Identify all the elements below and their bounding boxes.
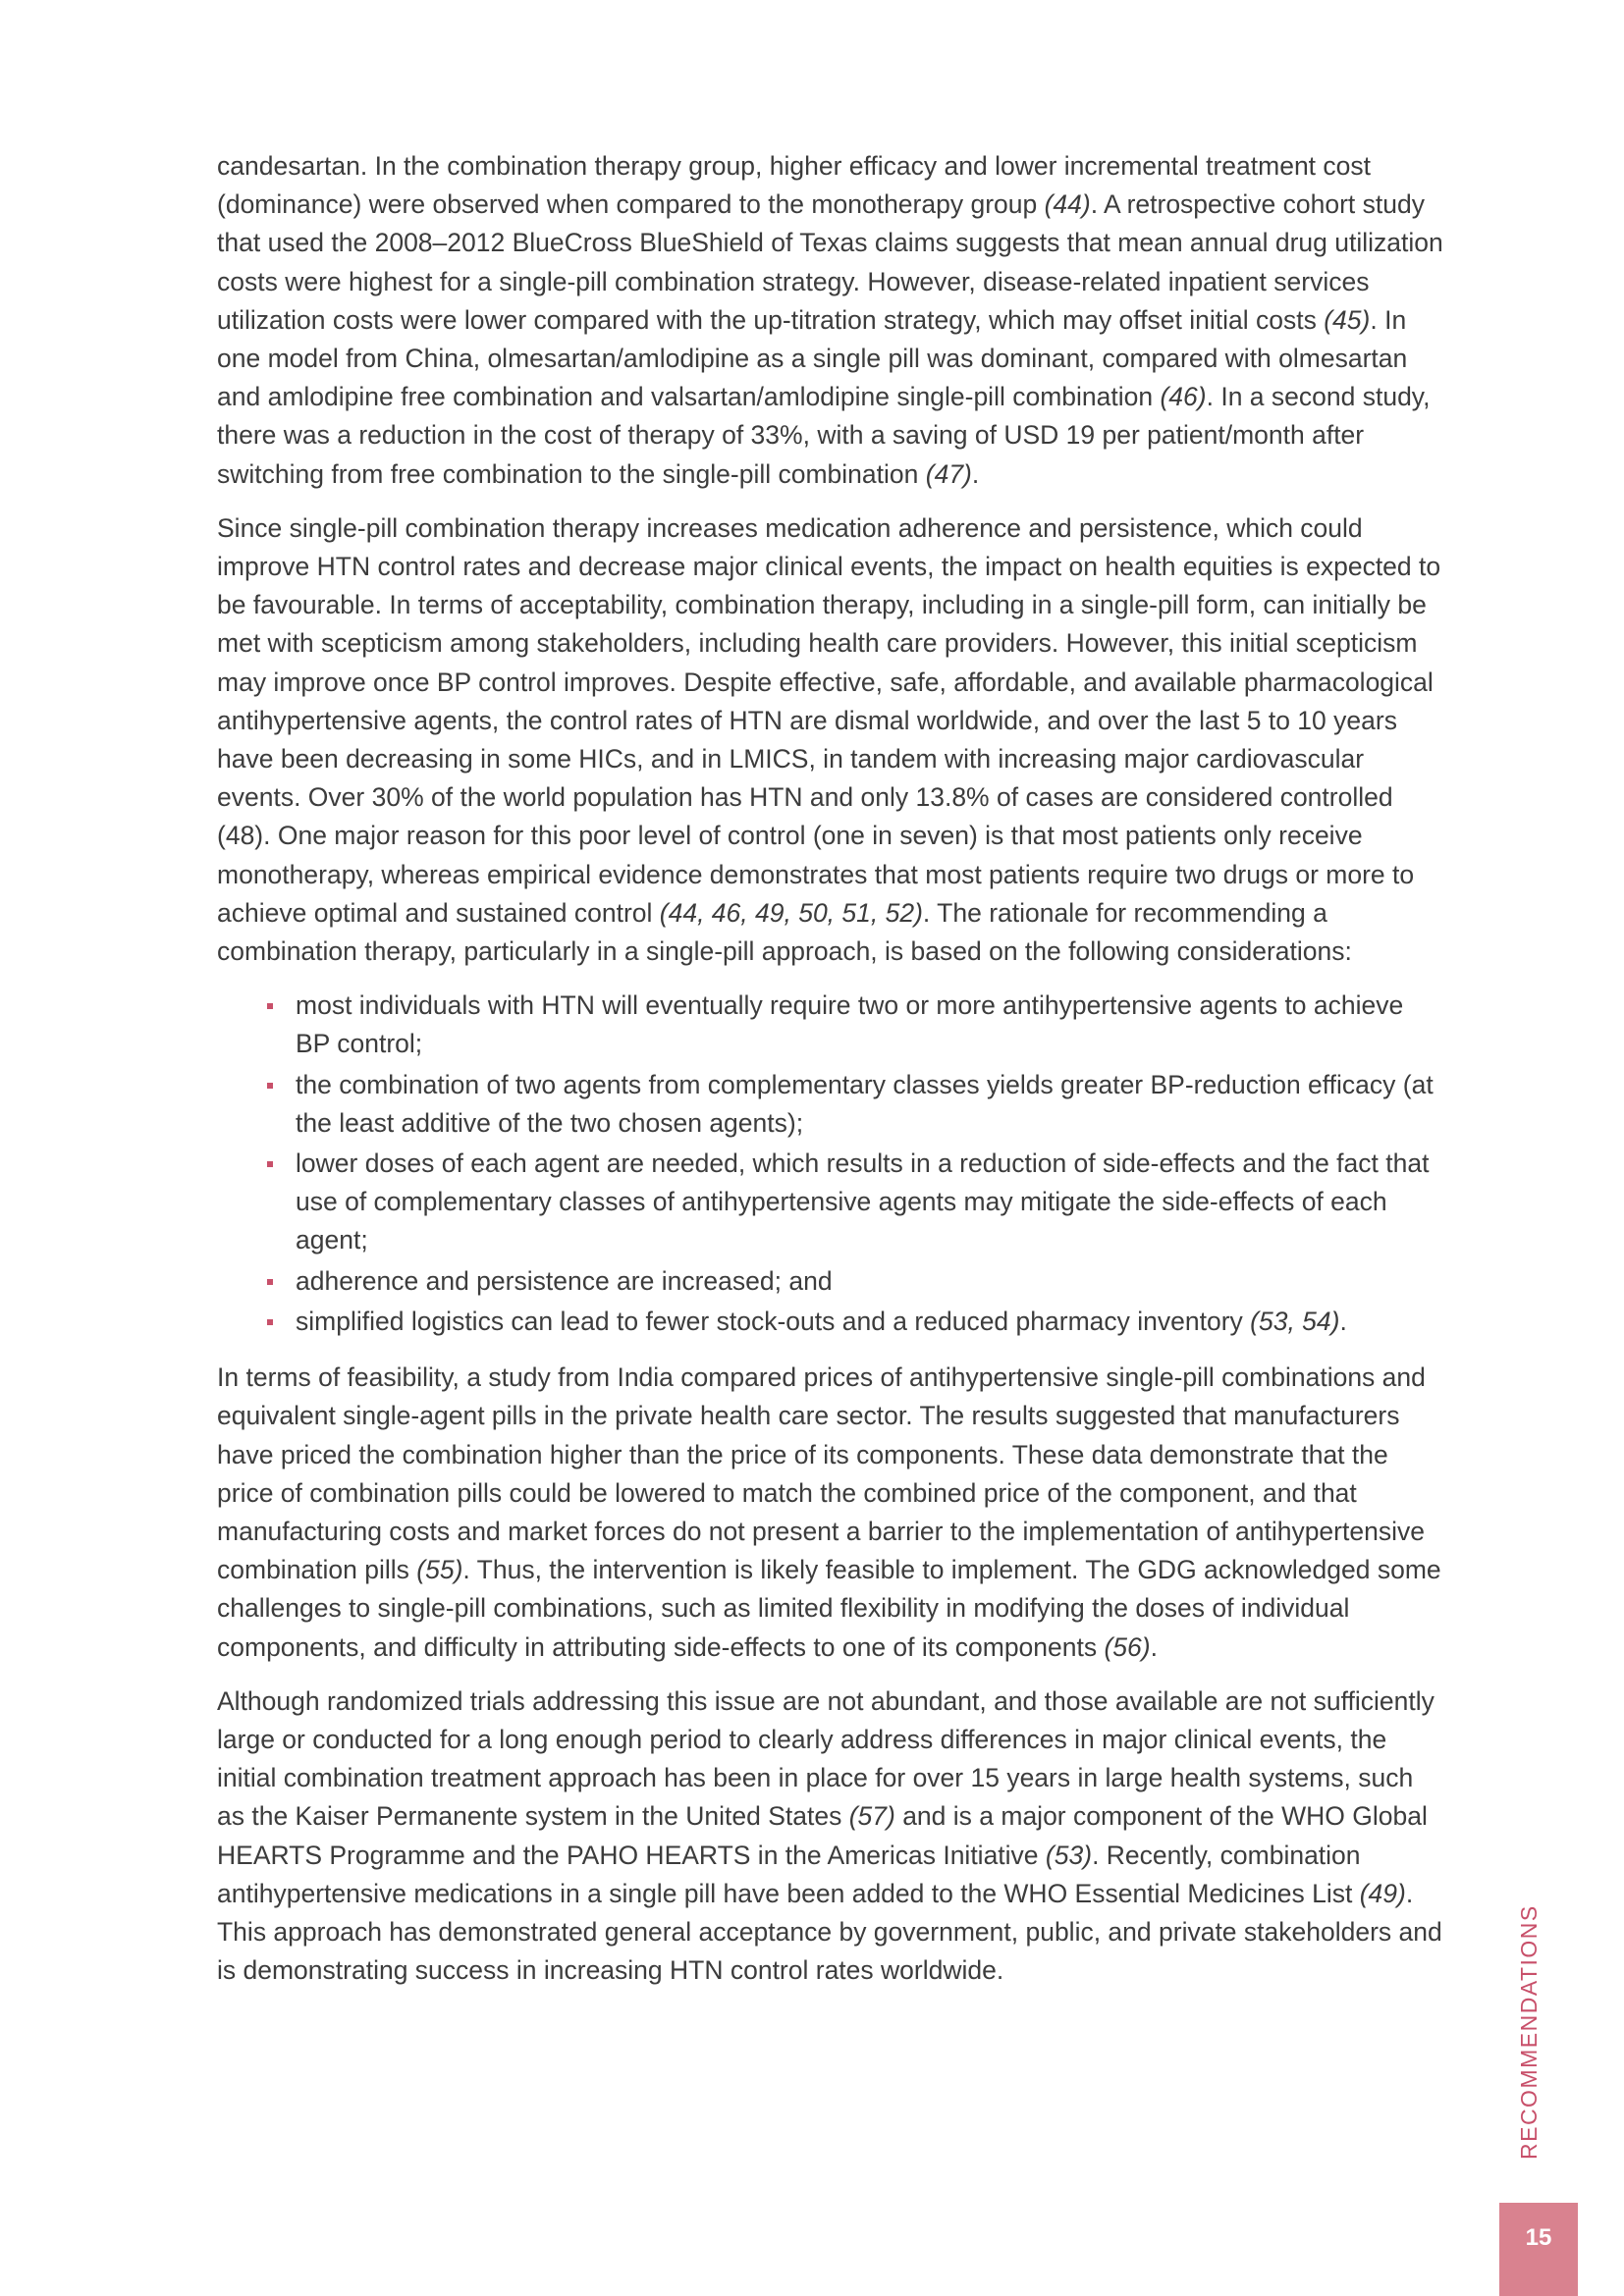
section-side-label: RECOMMENDATIONS [1516,1904,1542,2160]
citation-ref: (47) [925,458,972,489]
text-run: . A retrospective cohort study that used the 2008–2012 BlueCross BlueShield of Texas claims suggests that mean annual drug utilization costs were highest for a single-pill combination strategy. However, disease-related inpatient services utilization costs were lower compared with the up-titration strategy, which may offset initial costs [217,189,1443,335]
citation-ref: (44) [1044,189,1091,220]
body-paragraph [217,509,1444,971]
paragraph-group-after [217,1359,1444,1990]
body-paragraph [217,1359,1444,1667]
citation-ref: (49) [1359,1878,1406,1908]
text-run: . [1150,1631,1158,1662]
body-paragraph [217,147,1444,494]
page-number: 15 [1525,2224,1552,2251]
citation-ref: (57) [848,1801,895,1832]
considerations-list [217,987,1444,1341]
list-item [296,1145,1444,1260]
text-run: . The rationale for recommending a combination therapy, particularly in a single-pill approach, is based on the following considerations: [217,897,1352,967]
citation-ref: (55) [416,1555,463,1585]
text-run: most individuals with HTN will eventually require two or more antihypertensive agents to achieve BP control; [296,990,1404,1059]
text-run: . This approach has demonstrated general acceptance by government, public, and private stakeholders and is demonstrating success in increasing HTN control rates worldwide. [217,1878,1442,1986]
text-run: . [1339,1306,1347,1336]
text-run: lower doses of each agent are needed, which results in a reduction of side-effects and the fact that use of complementary classes of antihypertensive agents may mitigate the side-effects of each agent; [296,1148,1430,1255]
text-run: and is a major component of the WHO Global HEARTS Programme and the PAHO HEARTS in the Americas Initiative [217,1801,1428,1870]
document-body [217,147,1444,2005]
text-run: . Thus, the intervention is likely feasible to implement. The GDG acknowledged some challenges to single-pill combinations, such as limited flexibility in modifying the doses of individual components, and difficulty in attributing side-effects to one of its components [217,1555,1441,1662]
text-run: Although randomized trials addressing this issue are not abundant, and those available are not sufficiently large or conducted for a long enough period to clearly address differences in major clinical events, the initial combination treatment approach has been in place for over 15 years in large health systems, such as the Kaiser Permanente system in the United States [217,1685,1435,1832]
text-run: . In one model from China, olmesartan/amlodipine as a single pill was dominant, compared with olmesartan and amlodipine free combination and valsartan/amlodipine single-pill combination [217,304,1408,412]
list-item [296,1262,1444,1301]
body-paragraph [217,1682,1444,1991]
paragraph-group-before [217,147,1444,971]
text-run: simplified logistics can lead to fewer stock-outs and a reduced pharmacy inventory [296,1306,1251,1336]
text-run: candesartan. In the combination therapy group, higher efficacy and lower incremental treatment cost (dominance) were observed when compared to the monotherapy group [217,151,1372,220]
text-run: . In a second study, there was a reduction in the cost of therapy of 33%, with a saving of USD 19 per patient/month after switching from free combination to the single-pill combination [217,382,1431,489]
citation-ref: (44, 46, 49, 50, 51, 52) [659,897,923,928]
list-item [296,1303,1444,1341]
citation-ref: (56) [1104,1631,1151,1662]
citation-ref: (53, 54) [1250,1306,1340,1336]
list-item [296,987,1444,1063]
list-item [296,1066,1444,1143]
text-run: In terms of feasibility, a study from India compared prices of antihypertensive single-pill combinations and equivalent single-agent pills in the private health care sector. The results suggested that manufacturers have priced the combination higher than the price of its components. These data demonstrate that the price of combination pills could be lowered to match the combined price of the component, and that manufacturing costs and market forces do not present a barrier to the implementation of antihypertensive combination pills [217,1362,1426,1585]
citation-ref: (53) [1045,1840,1093,1870]
text-run: . [971,458,980,489]
text-run: the combination of two agents from complementary classes yields greater BP-reduction efficacy (at the least additive of the two chosen agents); [296,1069,1434,1138]
text-run: adherence and persistence are increased; and [296,1265,833,1296]
citation-ref: (46) [1160,382,1207,412]
citation-ref: (45) [1324,304,1371,335]
page-number-box [1499,2203,1578,2296]
text-run: . Recently, combination antihypertensive medications in a single pill have been added to the WHO Essential Medicines List [217,1840,1361,1908]
text-run: Since single-pill combination therapy increases medication adherence and persistence, which could improve HTN control rates and decrease major clinical events, the impact on health equities is expected to be favourable. In terms of acceptability, combination therapy, including in a single-pill form, can initially be met with scepticism among stakeholders, including health care providers. However, this initial scepticism may improve once BP control improves. Despite effective, safe, affordable, and available pharmacological antihypertensive agents, the control rates of HTN are dismal worldwide, and over the last 5 to 10 years have been decreasing in some HICs, and in LMICS, in tandem with increasing major cardiovascular events. Over 30% of the world population has HTN and only 13.8% of cases are considered controlled (48). One major reason for this poor level of control (one in seven) is that most patients only receive monotherapy, whereas empirical evidence demonstrates that most patients require two drugs or more to achieve optimal and sustained control [217,512,1441,928]
